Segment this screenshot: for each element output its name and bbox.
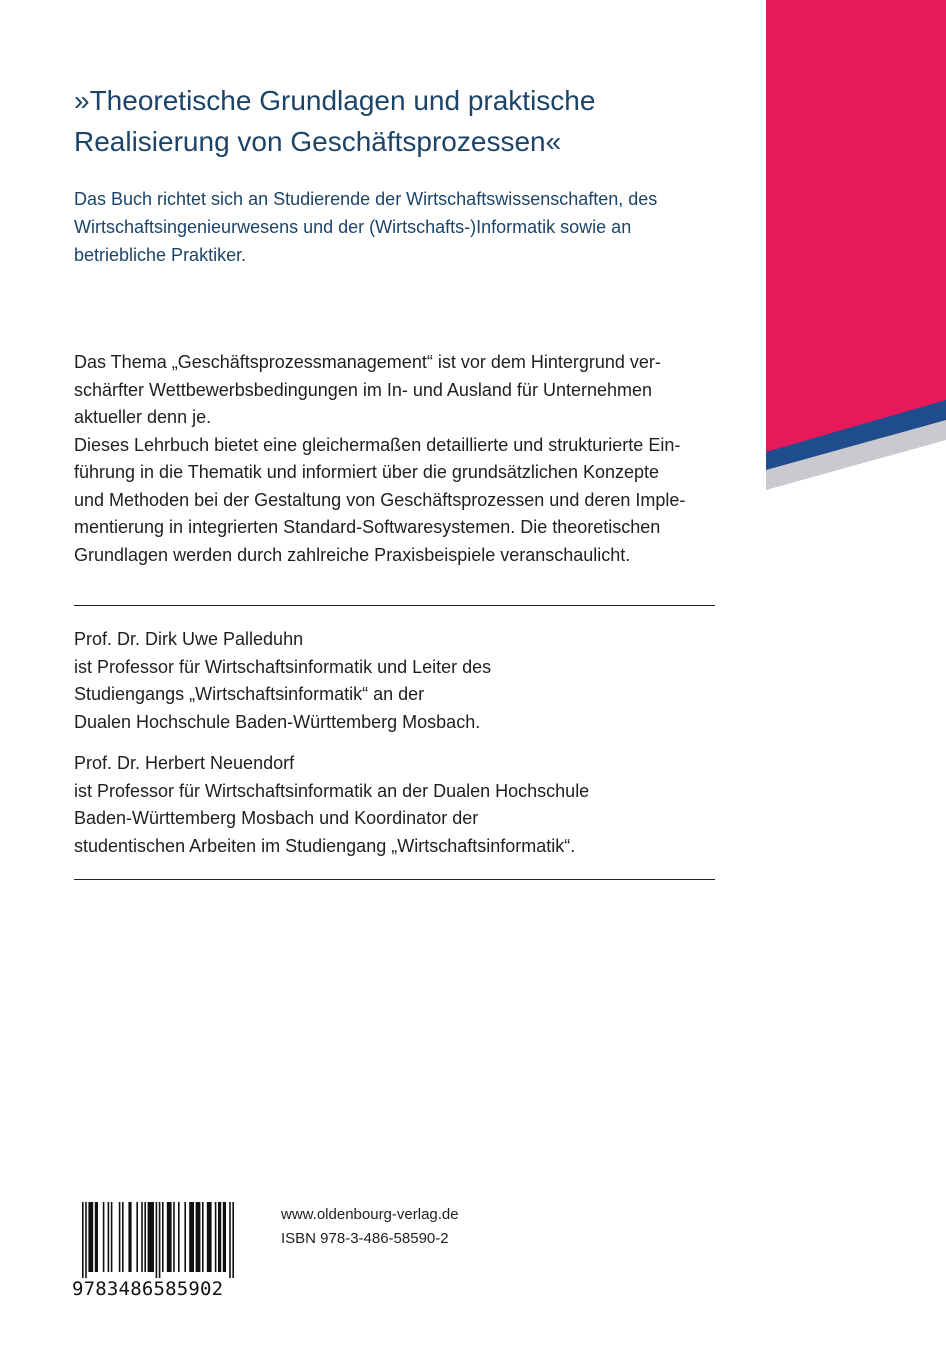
- intro-line: betriebliche Praktiker.: [74, 245, 247, 265]
- barcode-bar: [215, 1202, 217, 1272]
- barcode-bar: [178, 1202, 180, 1272]
- intro-line: Das Buch richtet sich an Studierende der Wirtschaftswissenschaften, des: [74, 189, 658, 209]
- barcode-digits: 9783486585902: [72, 1278, 224, 1300]
- barcode-bar: [95, 1202, 98, 1272]
- barcode-bar: [136, 1202, 138, 1272]
- isbn-number: ISBN 978-3-486-58590-2: [281, 1230, 449, 1247]
- barcode-bar: [144, 1202, 146, 1272]
- description-paragraph: [74, 349, 714, 432]
- text-line: schärfter Wettbewerbsbedingungen im In- und Ausland für Unternehmen: [74, 379, 653, 400]
- barcode-bar: [184, 1202, 186, 1272]
- barcode-bar: [111, 1202, 113, 1272]
- barcode-bar: [167, 1202, 172, 1272]
- author-bio-palleduhn: [74, 626, 714, 736]
- publisher-info: [281, 1203, 459, 1251]
- text-line: führung in die Thematik und informiert über die grundsätzlichen Konzepte: [74, 462, 660, 482]
- author-bio-line: Studiengangs „Wirtschaftsinformatik“ an der: [74, 684, 425, 704]
- author-bio-line: Dualen Hochschule Baden-Württemberg Mosbach.: [74, 711, 481, 732]
- author-bio-neuendorf: [74, 750, 714, 860]
- barcode-bar: [103, 1202, 105, 1272]
- description-text: [74, 349, 714, 569]
- barcode-bar: [223, 1202, 226, 1272]
- barcode-guard-bar: [156, 1202, 158, 1278]
- barcode-bar: [189, 1202, 194, 1272]
- barcode-bar: [88, 1202, 93, 1272]
- barcode-bar: [148, 1202, 154, 1272]
- barcode-bar: [119, 1202, 121, 1272]
- barcode-guard-bar: [85, 1202, 87, 1278]
- barcode-guard-bar: [159, 1202, 161, 1278]
- author-bio-line: studentischen Arbeiten im Studiengang „Wirtschaftsinformatik“.: [74, 835, 576, 856]
- divider-top: [74, 605, 715, 606]
- intro-paragraph: [74, 185, 714, 269]
- description-paragraph: [74, 432, 714, 570]
- barcode-bar: [108, 1202, 110, 1272]
- headline-line: Realisierung von Geschäftsprozessen«: [74, 126, 562, 157]
- corner-band-red-panel: [766, 0, 946, 452]
- author-bio-line: ist Professor für Wirtschaftsinformatik und Leiter des: [74, 656, 492, 677]
- author-bio-line: Baden-Württemberg Mosbach und Koordinator der: [74, 808, 479, 828]
- author-name: Prof. Dr. Herbert Neuendorf: [74, 753, 295, 773]
- text-line: Grundlagen werden durch zahlreiche Praxisbeispiele veranschaulicht.: [74, 544, 631, 565]
- text-line: und Methoden bei der Gestaltung von Geschäftsprozessen und deren Imple-: [74, 489, 686, 510]
- publisher-url[interactable]: www.oldenbourg-verlag.de: [281, 1206, 459, 1223]
- barcode-bar: [128, 1202, 131, 1272]
- text-line: mentierung in integrierten Standard-Softwaresystemen. Die theoretischen: [74, 517, 661, 537]
- barcode-guard-bar: [232, 1202, 234, 1278]
- barcode-bars: [70, 1202, 236, 1278]
- text-line: aktueller denn je.: [74, 407, 212, 427]
- barcode-bar: [141, 1202, 143, 1272]
- divider-bottom: [74, 879, 715, 880]
- headline-line: »Theoretische Grundlagen und praktische: [74, 85, 596, 116]
- barcode-bar: [202, 1202, 204, 1272]
- barcode-guard-bar: [229, 1202, 231, 1278]
- author-name: Prof. Dr. Dirk Uwe Palleduhn: [74, 629, 304, 649]
- intro-line: Wirtschaftsingenieurwesens und der (Wirtschafts-)Informatik sowie an: [74, 217, 632, 237]
- barcode-bar: [207, 1202, 212, 1272]
- headline: [74, 80, 734, 162]
- decorative-corner-band: [766, 0, 946, 500]
- text-line: Dieses Lehrbuch bietet eine gleichermaßen detaillierte und strukturierte Ein-: [74, 434, 681, 455]
- barcode-bar: [173, 1202, 175, 1272]
- author-bio-line: ist Professor für Wirtschaftsinformatik an der Dualen Hochschule: [74, 780, 590, 801]
- barcode-bar: [218, 1202, 221, 1272]
- barcode-bar: [162, 1202, 164, 1272]
- text-line: Das Thema „Geschäftsprozessmanagement“ ist vor dem Hintergrund ver-: [74, 352, 661, 372]
- barcode-guard-bar: [82, 1202, 84, 1278]
- barcode-bar: [122, 1202, 124, 1272]
- barcode-bar: [196, 1202, 201, 1272]
